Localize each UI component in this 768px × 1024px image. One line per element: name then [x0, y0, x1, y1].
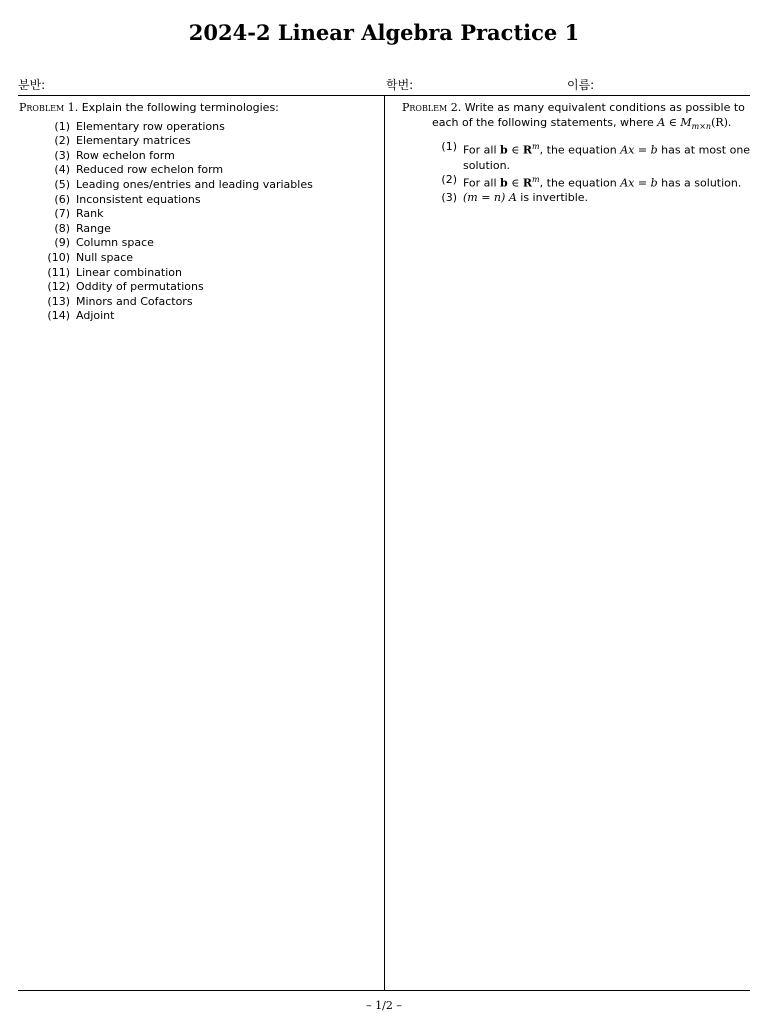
math-condition: (m = n)	[463, 191, 506, 205]
item-number: (11)	[47, 265, 70, 279]
item-number: (5)	[54, 177, 70, 191]
math-reals: R	[522, 144, 533, 158]
list-item	[45, 295, 374, 310]
list-item	[45, 178, 374, 193]
math-equation: Ax = b	[620, 144, 658, 158]
item-text: Oddity of permutations	[76, 280, 204, 294]
item-text-part: For all	[463, 176, 501, 190]
item-text-part: , the equation	[539, 144, 621, 158]
list-item	[45, 134, 374, 149]
list-item	[45, 163, 374, 178]
page-title: 2024-2 Linear Algebra Practice 1	[188, 20, 580, 45]
list-item	[45, 251, 374, 266]
item-text: Range	[76, 221, 111, 235]
item-text: Minors and Cofactors	[76, 294, 193, 308]
item-text-part: For all	[463, 144, 501, 158]
item-number: (3)	[441, 191, 457, 205]
item-text: Linear combination	[76, 265, 182, 279]
problem-2-prompt-line1: Write as many equivalent conditions as possible to	[464, 101, 745, 114]
item-text: Adjoint	[76, 309, 115, 323]
math-superscript: m	[532, 142, 540, 152]
math-vector-b: b	[500, 144, 508, 158]
math-reals: R	[522, 176, 533, 190]
list-item	[45, 193, 374, 208]
item-number: (1)	[441, 140, 457, 154]
item-number: (13)	[47, 294, 70, 308]
item-number: (3)	[54, 148, 70, 162]
item-text: Elementary row operations	[76, 119, 225, 133]
prompt-math-end: (R).	[711, 115, 732, 129]
column-divider	[384, 96, 385, 990]
item-number: (2)	[54, 134, 70, 148]
list-item	[45, 207, 374, 222]
math-in-symbol: ∈	[507, 144, 523, 158]
item-number: (4)	[54, 163, 70, 177]
prompt-math-subscript: m×n	[691, 121, 712, 131]
item-number: (9)	[54, 236, 70, 250]
problem-2	[402, 101, 752, 206]
item-text-part: has at most one solution.	[463, 144, 751, 172]
prompt-text: each of the following statements, where	[432, 115, 658, 129]
item-text: Rank	[76, 207, 104, 221]
prompt-math: A ∈ M	[657, 115, 692, 129]
item-text: Elementary matrices	[76, 134, 191, 148]
item-number: (6)	[54, 192, 70, 206]
math-matrix-a: A	[508, 191, 517, 205]
math-in-symbol: ∈	[507, 176, 523, 190]
math-vector-b: b	[500, 176, 508, 190]
math-equation: Ax = b	[620, 176, 658, 190]
item-number: (8)	[54, 221, 70, 235]
problem-1-heading	[19, 101, 374, 116]
item-number: (1)	[54, 119, 70, 133]
item-text: Leading ones/entries and leading variables	[76, 177, 313, 191]
list-item	[45, 149, 374, 164]
item-text	[463, 173, 752, 191]
list-item	[45, 309, 374, 324]
item-text	[463, 191, 752, 206]
problem-1-label: Problem 1.	[19, 101, 79, 114]
problem-1-prompt: Explain the following terminologies:	[81, 101, 279, 114]
footer-rule	[18, 990, 750, 991]
item-text: Inconsistent equations	[76, 192, 201, 206]
item-number: (14)	[47, 309, 70, 323]
problem-1-list	[19, 120, 374, 324]
item-text-part: is invertible.	[516, 191, 589, 205]
list-item	[45, 222, 374, 237]
item-number: (12)	[47, 280, 70, 294]
item-text-part: has a solution.	[657, 176, 742, 190]
problem-1	[19, 101, 374, 324]
problem-2-prompt-line2	[402, 116, 752, 135]
class-label: 분반:	[18, 78, 46, 92]
item-text: Row echelon form	[76, 148, 175, 162]
item-text: Reduced row echelon form	[76, 163, 224, 177]
problem-2-list	[402, 140, 752, 206]
problem-2-heading	[402, 101, 752, 116]
name-label: 이름:	[567, 78, 595, 92]
list-item	[45, 280, 374, 295]
item-number: (7)	[54, 207, 70, 221]
math-superscript: m	[532, 175, 540, 185]
item-text-part: , the equation	[539, 176, 621, 190]
student-id-label: 학번:	[386, 78, 414, 92]
list-item	[432, 191, 752, 206]
problem-2-label: Problem 2.	[402, 101, 462, 114]
item-text: Null space	[76, 250, 134, 264]
list-item	[45, 266, 374, 281]
list-item	[432, 140, 752, 173]
list-item	[432, 173, 752, 191]
item-text	[463, 140, 752, 173]
item-number: (2)	[441, 173, 457, 187]
list-item	[45, 236, 374, 251]
item-text: Column space	[76, 236, 154, 250]
list-item	[45, 120, 374, 135]
item-number: (10)	[47, 250, 70, 264]
page-number: – 1/2 –	[366, 999, 402, 1012]
